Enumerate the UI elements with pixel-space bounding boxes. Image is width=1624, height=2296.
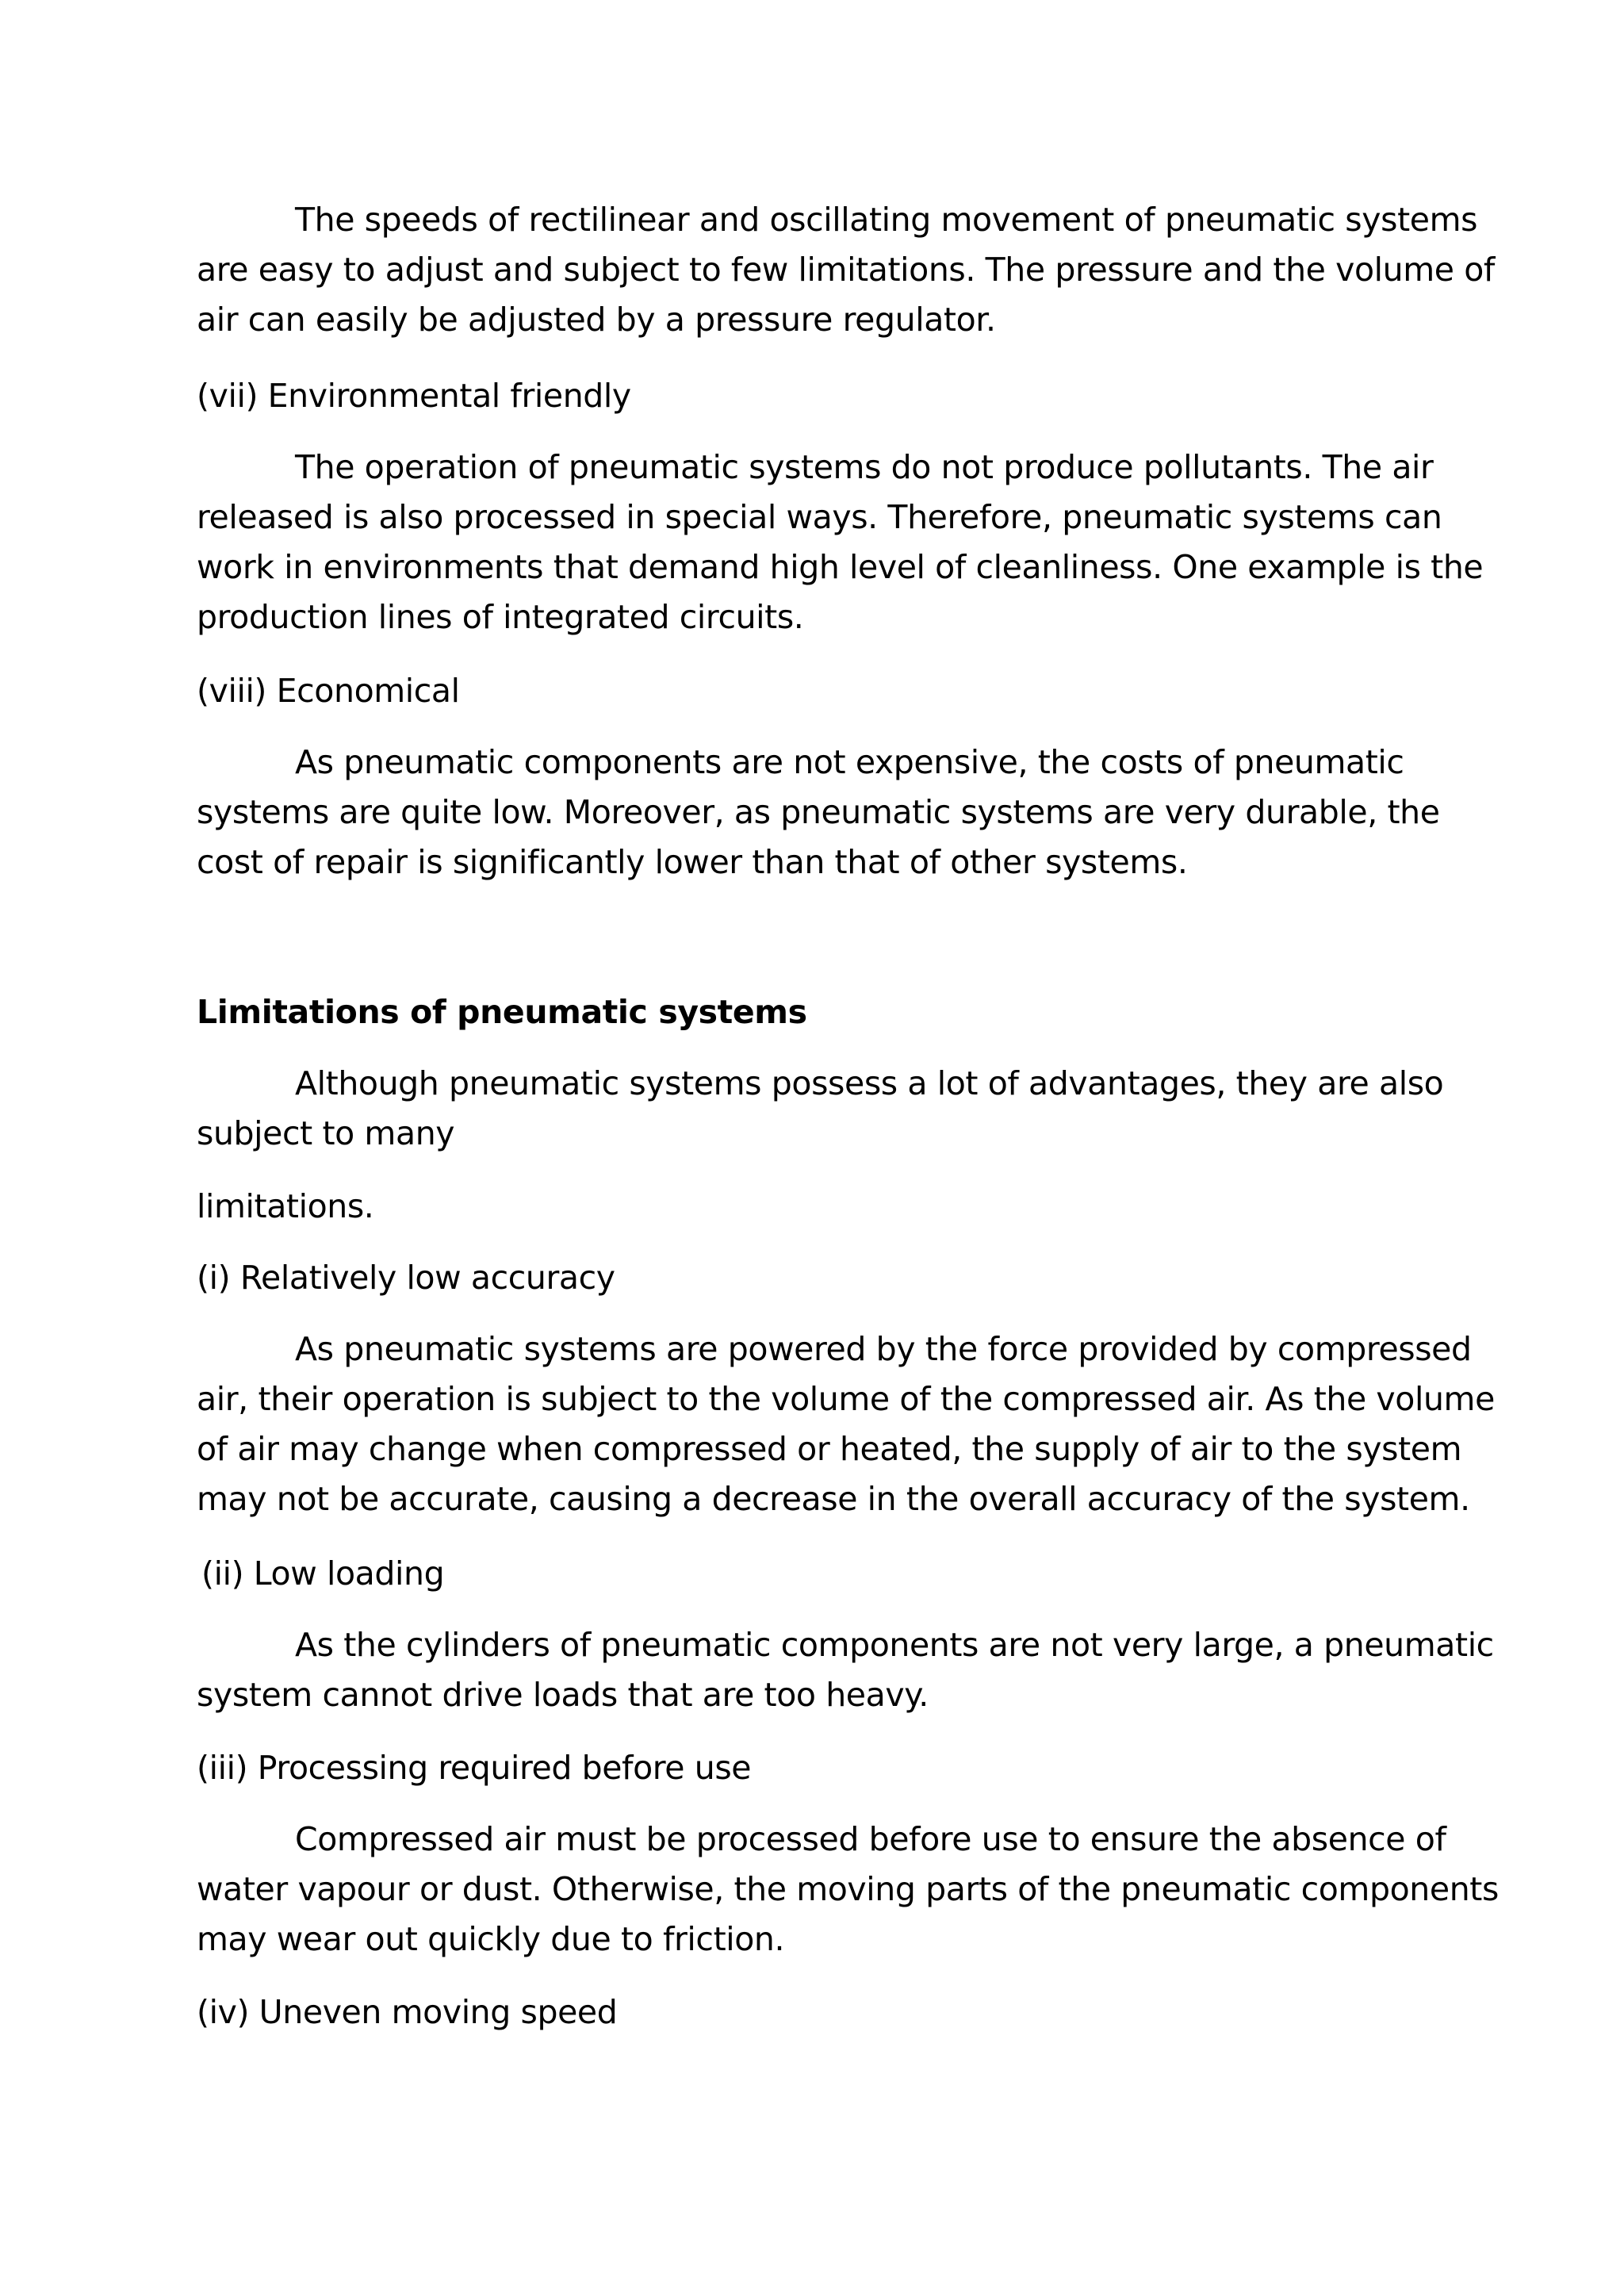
item-viii-text: As pneumatic components are not expensive, the costs of pneumatic systems are quite low. Moreover, as pneumatic systems are very durable, the cost of repair is significantly lower than that of other systems. [197,743,1440,881]
item-ii-label: (ii) Low loading [201,1554,445,1593]
item-iv-label: (iv) Uneven moving speed [197,1993,618,2031]
item-i-text: As pneumatic systems are powered by the force provided by compressed air, their operation is subject to the volume of the compressed air. As the volume of air may change when compressed or heated, the supply of air to the system may not be accurate, causing a decrease in the overall accuracy of the system. [197,1330,1495,1518]
item-iii-text: Compressed air must be processed before use to ensure the absence of water vapour or dust. Otherwise, the moving parts of the pneumatic components may wear out quickly due to friction. [197,1820,1499,1958]
item-ii-text: As the cylinders of pneumatic components are not very large, a pneumatic system cannot drive loads that are too heavy. [197,1626,1494,1714]
item-iii-label: (iii) Processing required before use [197,1749,752,1787]
item-i-label: (i) Relatively low accuracy [197,1259,615,1297]
limitations-heading: Limitations of pneumatic systems [197,993,807,1031]
limitations-intro: Although pneumatic systems possess a lot of advantages, they are also subject to many [197,1064,1444,1152]
limitations-intro-continued: limitations. [197,1187,374,1225]
paragraph-speeds: The speeds of rectilinear and oscillating movement of pneumatic systems are easy to adjust and subject to few limitations. The pressure and the volume of air can easily be adjusted by a pressure regulator. [197,201,1495,339]
item-vii-label: (vii) Environmental friendly [197,377,631,415]
item-vii-text: The operation of pneumatic systems do not produce pollutants. The air released is also processed in special ways. Therefore, pneumatic systems can work in environments that demand high level of cleanliness. One example is the production lines of integrated circuits. [197,448,1484,636]
item-viii-label: (viii) Economical [197,672,460,710]
